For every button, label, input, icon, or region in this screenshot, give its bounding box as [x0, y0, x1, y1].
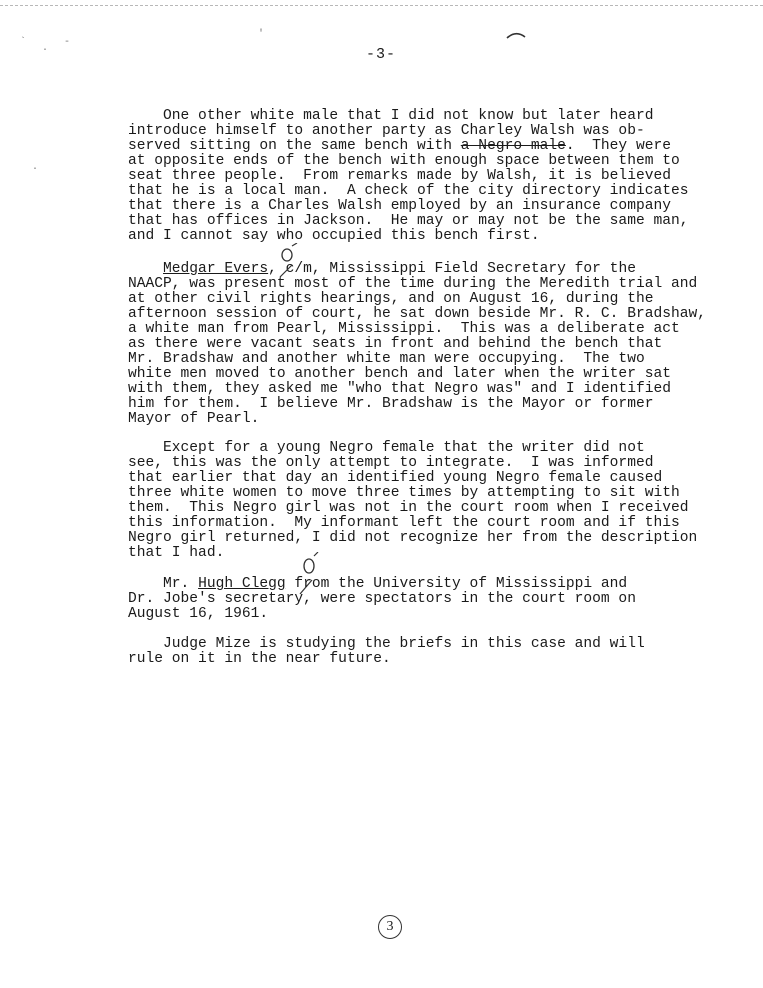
text-line: Negro girl returned, I did not recognize her from the description — [128, 530, 698, 546]
paragraph-evers: Medgar Evers, c/m, Mississippi Field Secretary for the NAACP, was present most of the time during the Meredith trial and at other civil rights hearings, and on August 16, during the afternoon session of court, he sat down beside Mr. R. C. Bradshaw, a white man from Pearl, Mississippi. This was a deliberate act as there were vacant seats in front and behind the bench that Mr. Bradshaw and another white man were occupying. The two white men moved to another bench and later when the writer sat with them, they asked me "who that Negro was" and I identified him for them. I believe Mr. Bradshaw is the Mayor or former Mayor of Pearl. — [128, 261, 707, 427]
scan-speck: ' — [258, 29, 265, 40]
scan-speck: - — [64, 37, 71, 48]
text-line: NAACP, was present most of the time during the Meredith trial and — [128, 276, 698, 292]
text-line: August 16, 1961. — [128, 606, 269, 622]
text-line: white men moved to another bench and later when the writer sat — [128, 366, 671, 382]
text-line: Dr. Jobe's secretary, were spectators in the court room on — [128, 591, 636, 607]
struck-text: a Negro male — [460, 138, 566, 154]
text-line: at opposite ends of the bench with enough space between them to — [128, 153, 680, 169]
text-line: three white women to move three times by attempting to sit with — [128, 485, 680, 501]
text-line: with them, they asked me "who that Negro was" and I identified — [128, 381, 671, 397]
text-line: One other white male that I did not know but later heard — [128, 108, 654, 124]
text-line: as there were vacant seats in front and behind the bench that — [128, 336, 663, 352]
scan-speck: . — [42, 43, 49, 54]
page-number: -3- — [366, 46, 397, 63]
text-line: Mayor of Pearl. — [128, 411, 260, 427]
circled-page-number: 3 — [378, 915, 402, 939]
text-line: seat three people. From remarks made by Walsh, it is believed — [128, 168, 671, 184]
text-line: a white man from Pearl, Mississippi. This was a deliberate act — [128, 321, 680, 337]
text-line: that he is a local man. A check of the city directory indicates — [128, 183, 689, 199]
text-line: c/m, Mississippi Field Secretary for the — [276, 261, 636, 277]
text-line: him for them. I believe Mr. Bradshaw is the Mayor or former — [128, 396, 654, 412]
text-line: at other civil rights hearings, and on August 16, during the — [128, 291, 654, 307]
scan-speck: ` — [20, 37, 27, 48]
text-line: from the University of Mississippi and — [285, 576, 628, 592]
pen-mark-icon — [505, 30, 527, 40]
text-line: introduce himself to another party as Charley Walsh was ob- — [128, 123, 645, 139]
paragraph-judge-mize — [128, 637, 728, 667]
text-line: them. This Negro girl was not in the court room when I received — [128, 500, 689, 516]
text-line: that earlier that day an identified young Negro female caused — [128, 470, 663, 486]
underlined-name: Hugh Clegg — [198, 576, 286, 592]
text-line: Judge Mize is studying the briefs in this case and will — [128, 636, 645, 652]
underlined-name: Medgar Evers — [163, 261, 269, 277]
scan-edge-dashes — [0, 5, 763, 6]
paragraph-clegg: Mr. Hugh Clegg from the University of Mississippi and Dr. Jobe's secretary, were spectators in the court room on August 16, 1961. — [128, 576, 636, 622]
paragraph-integration — [128, 441, 728, 561]
handwritten-checkmark-icon — [278, 243, 300, 279]
text-line: that there is a Charles Walsh employed by an insurance company — [128, 198, 671, 214]
text-line: rule on it in the near future. — [128, 651, 391, 667]
text-line: see, this was the only attempt to integrate. I was informed — [128, 455, 654, 471]
text-line: that has offices in Jackson. He may or may not be the same man, — [128, 213, 689, 229]
text-line: that I had. — [128, 545, 225, 561]
text-line: this information. My informant left the court room and if this — [128, 515, 680, 531]
text-line: and I cannot say who occupied this bench first. — [128, 228, 540, 244]
text-line: afternoon session of court, he sat down beside Mr. R. C. Bradshaw, — [128, 306, 707, 322]
paragraph-walsh — [128, 109, 728, 244]
text-line: served sitting on the same bench with a Negro male. They were — [128, 138, 671, 154]
text-line: Except for a young Negro female that the writer did not — [128, 440, 645, 456]
scan-speck: . — [32, 162, 39, 173]
text-line: Mr. Bradshaw and another white man were occupying. The two — [128, 351, 645, 367]
